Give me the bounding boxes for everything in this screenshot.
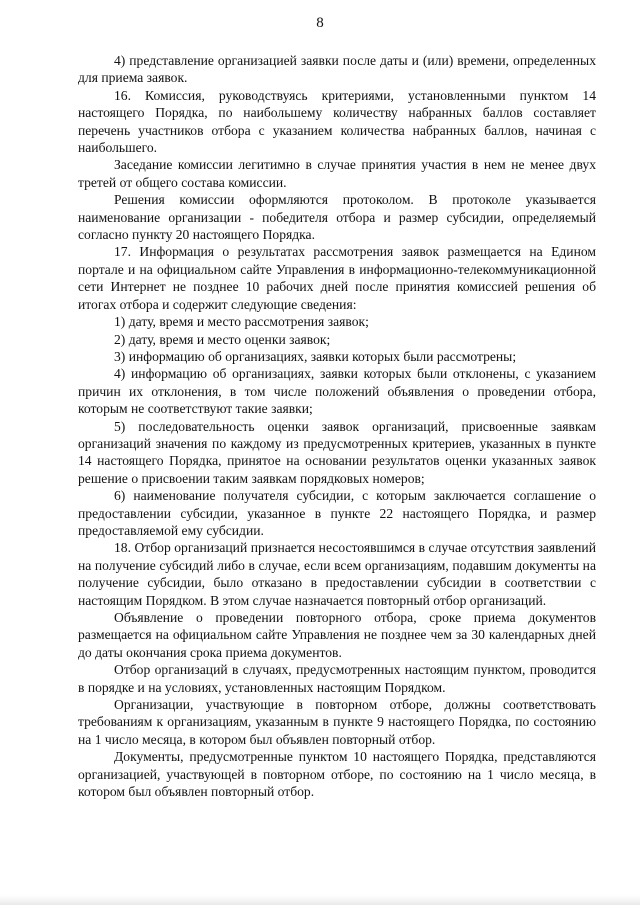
paragraph-item-4-late-submission: 4) представление организацией заявки после даты и (или) времени, определенных для приема заявок. [78,53,596,86]
paragraph-repeat-selection-procedure: Отбор организаций в случаях, предусмотренных настоящим пунктом, проводится в порядке и на условиях, установленных настоящим Порядком. [78,662,596,695]
list-item-2-evaluation-date: 2) дату, время и место оценки заявок; [114,331,331,347]
list-item-5-evaluation-sequence: 5) последовательность оценки заявок организаций, присвоенные заявкам организаций значения по каждому из предусмотренных критериев, указанных в пункте 14 настоящего Порядка, принятое на основании результатов оценки указанных заявок решение о присвоении таким заявкам порядковых номеров; [78,418,596,486]
paragraph-16-commission-ranking: 16. Комиссия, руководствуясь критериями, установленными пунктом 14 настоящего Порядка, по наибольшему количеству набранных баллов составляет перечень участников отбора с указанием количества набранных баллов, начиная с наибольшего. [78,87,596,156]
paragraph-17-results-publication: 17. Информация о результатах рассмотрения заявок размещается на Едином портале и на официальном сайте Управления в информационно-телекоммуникационной сети Интернет не позднее 10 рабочих дней после принятия комиссией решения об итогах отбора и содержит следующие сведения: [78,244,596,312]
scan-bottom-edge [0,895,640,905]
list-item-4-rejected-organizations: 4) информацию об организациях, заявки которых были отклонены, с указанием причин их отклонения, в том числе положений объявления о проведении отбора, которым не соответствуют такие заявки; [78,366,596,417]
paragraph-repeat-selection-requirements: Организации, участвующие в повторном отборе, должны соответствовать требованиям к организациям, указанным в пункте 9 настоящего Порядка, по состоянию на 1 число месяца, в котором был объявлен повторный отбор. [78,697,596,747]
list-item-6-subsidy-recipient: 6) наименование получателя субсидии, с которым заключается соглашение о предоставлении субсидии, указанное в пункте 22 настоящего Порядка, и размер предоставляемой ему субсидии. [78,488,596,538]
list-item-3-reviewed-organizations: 3) информацию об организациях, заявки которых были рассмотрены; [114,348,517,364]
document-body [78,52,596,800]
paragraph-meeting-quorum: Заседание комиссии легитимно в случае принятия участия в нем не менее двух третей от общего состава комиссии. [78,157,596,190]
paragraph-repeat-selection-announcement: Объявление о проведении повторного отбора, сроке приема документов размещается на официальном сайте Управления не позднее чем за 30 календарных дней до даты окончания срока приема документов. [78,610,596,660]
paragraph-repeat-selection-documents: Документы, предусмотренные пунктом 10 настоящего Порядка, представляются организацией, участвующей в повторном отборе, по состоянию на 1 число месяца, в котором был объявлен повторный отбор. [78,749,596,800]
paragraph-protocol-decision: Решения комиссии оформляются протоколом. В протоколе указывается наименование организации - победителя отбора и размер субсидии, определяемый согласно пункту 20 настоящего Порядка. [78,192,596,243]
page-number: 8 [316,15,324,31]
list-item-1-review-date: 1) дату, время и место рассмотрения заявок; [114,314,369,330]
paragraph-18-failed-selection: 18. Отбор организаций признается несостоявшимся в случае отсутствия заявлений на получение субсидий либо в случае, если всем организациям, подавшим документы на получение субсидии, было отказано в предоставлении субсидии в соответствии с настоящим Порядком. В этом случае назначается повторный отбор организаций. [78,540,596,608]
